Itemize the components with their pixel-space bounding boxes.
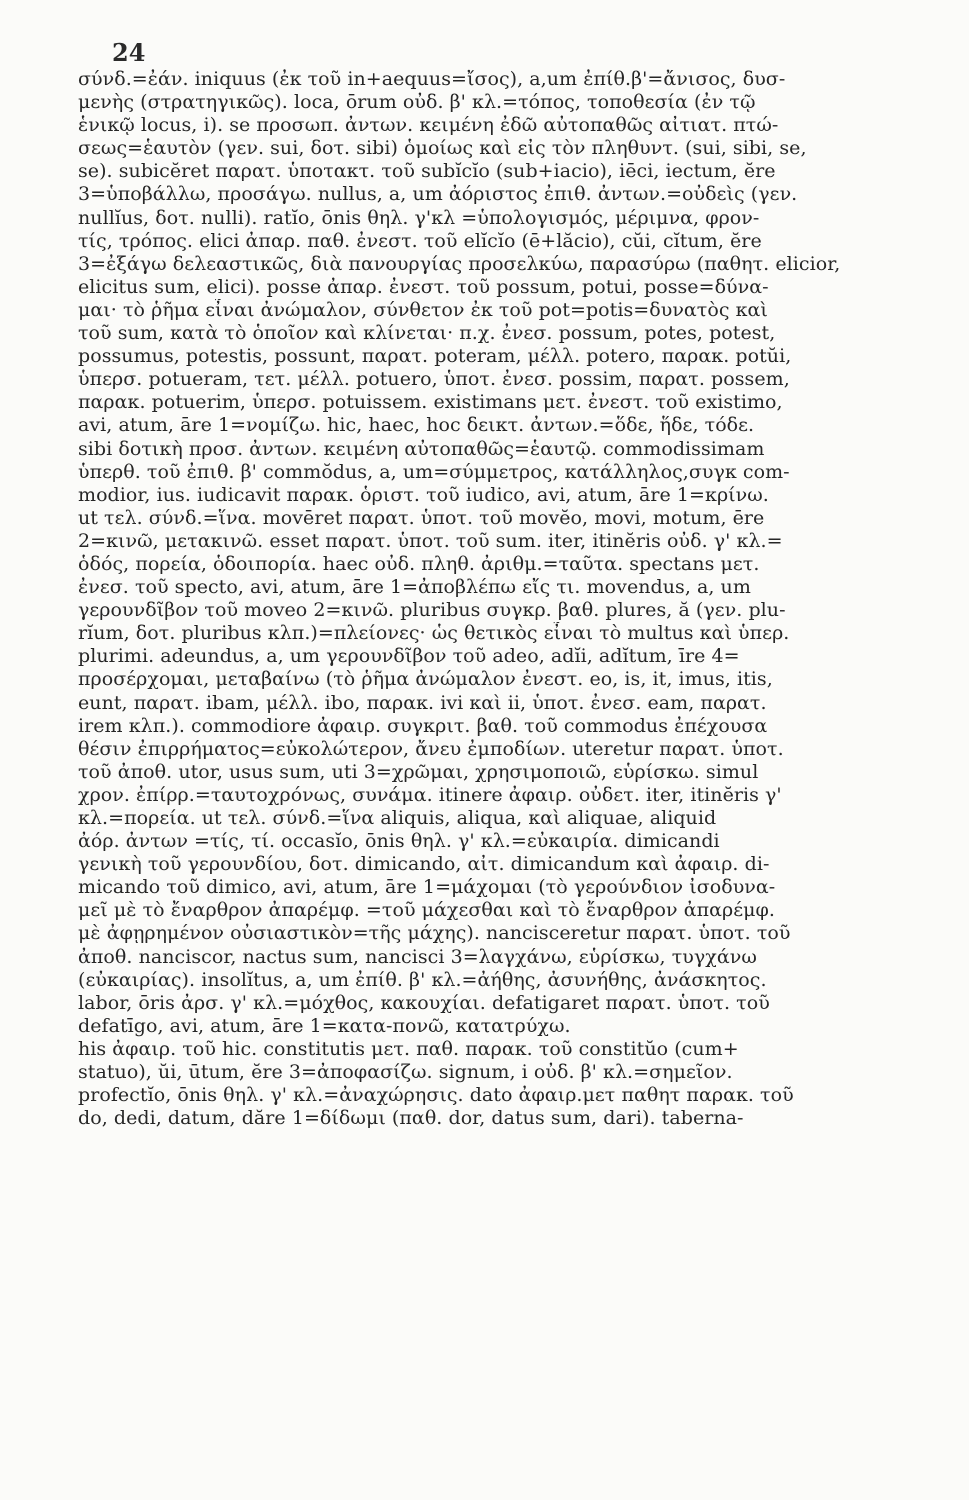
text-line: κλ.=πορεία. ut τελ. σύνδ.=ἵνα aliquis, aliqua, καὶ aliquae, aliquid [78, 807, 717, 829]
text-line: micando τοῦ dimico, avi, atum, āre 1=μάχομαι (τὸ γερούνδιον ἰσοδυνα- [78, 876, 776, 899]
text-line: χρον. ἐπίρρ.=ταυτοχρόνως, συνάμα. itinere ἀφαιρ. οὐδετ. iter, itinĕris γ' [78, 783, 782, 806]
text-line: ἀόρ. ἀντων =τίς, τί. occasĭo, ōnis θηλ. γ' κλ.=εὐκαιρία. dimicandi [78, 830, 720, 853]
text-line: irem κλπ.). commodiore ἀφαιρ. συγκριτ. βαθ. τοῦ commodus ἐπέχουσα [78, 714, 768, 737]
text-line: ὑπερθ. τοῦ ἐπιθ. β' commŏdus, a, um=σύμμετρος, κατάλληλος,συγκ com- [78, 460, 790, 483]
text-line: (εὐκαιρίας). insolĭtus, a, um ἐπίθ. β' κλ.=ἀήθης, ἀσυνήθης, ἀνάσκητος. [78, 968, 767, 991]
text-line: τοῦ ἀποθ. utor, usus sum, uti 3=χρῶμαι, χρησιμοποιῶ, εὑρίσκω. simul [78, 760, 759, 783]
text-line: μαι· τὸ ῥῆμα εἶναι ἀνώμαλον, σύνθετον ἐκ τοῦ pot=potis=δυνατὸς καὶ [78, 298, 768, 321]
text-line: γερουνδῖβον τοῦ moveo 2=κινῶ. pluribus συγκρ. βαθ. plures, ă (γεν. plu- [78, 599, 786, 622]
text-line: elicitus sum, elici). posse ἀπαρ. ἐνεστ. τοῦ possum, potui, posse=δύνα- [78, 275, 769, 298]
text-line: ἐνεσ. τοῦ specto, avi, atum, āre 1=ἀποβλέπω εἴς τι. movendus, a, um [78, 576, 751, 599]
text-line: statuo), ŭi, ūtum, ĕre 3=ἀποφασίζω. signum, i οὐδ. β' κλ.=σημεῖον. [78, 1061, 733, 1084]
text-line: τοῦ sum, κατὰ τὸ ὁποῖον καὶ κλίνεται· π.χ. ἐνεσ. possum, potes, potest, [78, 322, 776, 345]
text-line: do, dedi, datum, dăre 1=δίδωμι (παθ. dor, datus sum, dari). taberna- [78, 1107, 744, 1130]
text-line: rĭum, δοτ. pluribus κλπ.)=πλείονες· ὡς θετικὸς εἶναι τὸ multus καὶ ὑπερ. [78, 622, 790, 645]
text-line: defatīgo, avi, atum, āre 1=κατα-πονῶ, κατατρύχω. [78, 1014, 571, 1037]
text-line: ut τελ. σύνδ.=ἵνα. movēret παρατ. ὑποτ. τοῦ movĕo, movi, motum, ēre [78, 506, 765, 529]
text-line: possumus, potestis, possunt, παρατ. poteram, μέλλ. potero, παρακ. potŭi, [78, 345, 792, 368]
text-line: plurimi. adeundus, a, um γερουνδῖβον τοῦ adeo, adĭi, adĭtum, īre 4= [78, 645, 740, 668]
text-line: profectĭo, ōnis θηλ. γ' κλ.=ἀναχώρησις. dato ἀφαιρ.μετ παθητ παρακ. τοῦ [78, 1084, 794, 1107]
text-line: eunt, παρατ. ibam, μέλλ. ibo, παρακ. ivi καὶ ii, ὑποτ. ἐνεσ. eam, παρατ. [78, 691, 767, 714]
text-line: μενὴς (στρατηγικῶς). loca, ōrum οὐδ. β' κλ.=τόπος, τοποθεσία (ἐν τῷ [78, 91, 756, 114]
text-line: 3=ἐξάγω δελεαστικῶς, διὰ πανουργίας προσελκύω, παρασύρω (παθητ. elicior, [78, 252, 841, 275]
text-line: γενικὴ τοῦ γερουνδίου, δοτ. dimicando, αἰτ. dimicandum καὶ ἀφαιρ. di- [78, 853, 770, 876]
text-line: θέσιν ἐπιρρήματος=εὐκολώτερον, ἄνευ ἐμποδίων. uteretur παρατ. ὑποτ. [78, 737, 784, 760]
text-line: μεῖ μὲ τὸ ἔναρθρον ἀπαρέμφ. =τοῦ μάχεσθαι καὶ τὸ ἔναρθρον ἀπαρέμφ. [78, 899, 775, 922]
text-line: προσέρχομαι, μεταβαίνω (τὸ ῥῆμα ἀνώμαλον ἐνεστ. eo, is, it, imus, itis, [78, 668, 773, 691]
text-line: ὑπερσ. potueram, τετ. μέλλ. potuero, ὑποτ. ἐνεσ. possim, παρατ. possem, [78, 368, 790, 391]
text-line: se). subicĕret παρατ. ὑποτακτ. τοῦ subĭcĭo (sub+iacio), iēci, iectum, ĕre [78, 160, 776, 183]
text-line: ἀποθ. nanciscor, nactus sum, nancisci 3=λαγχάνω, εὑρίσκω, τυγχάνω [78, 945, 757, 968]
text-line: 3=ὑποβάλλω, προσάγω. nullus, a, um ἀόριστος ἐπιθ. ἀντων.=οὐδεὶς (γεν. [78, 183, 798, 206]
text-line: labor, ōris ἀρσ. γ' κλ.=μόχθος, κακουχίαι. defatigaret παρατ. ὑποτ. τοῦ [78, 991, 770, 1014]
text-line: ἑνικῷ locus, i). se προσωπ. ἀντων. κειμένη ἐδῶ αὐτοπαθῶς αἰτιατ. πτώ- [78, 114, 779, 137]
text-line: modior, ius. iudicavit παρακ. ὁριστ. τοῦ iudico, avi, atum, āre 1=κρίνω. [78, 483, 769, 506]
text-line: avi, atum, āre 1=νομίζω. hic, haec, hoc δεικτ. ἀντων.=ὅδε, ἥδε, τόδε. [78, 414, 755, 437]
text-line: μὲ ἀφῃρημένον οὐσιαστικὸν=τῆς μάχης). nancisceretur παρατ. ὑποτ. τοῦ [78, 922, 791, 945]
text-line: 2=κινῶ, μετακινῶ. esset παρατ. ὑποτ. τοῦ sum. iter, itinĕris οὐδ. γ' κλ.= [78, 529, 783, 552]
text-line: his ἀφαιρ. τοῦ hic. constitutis μετ. παθ. παρακ. τοῦ constitŭo (cum+ [78, 1037, 739, 1060]
text-line: παρακ. potuerim, ὑπερσ. potuissem. existimans μετ. ἐνεστ. τοῦ existimo, [78, 391, 783, 414]
text-line: sibi δοτικὴ προσ. ἀντων. κειμένη αὐτοπαθῶς=ἑαυτῷ. commodissimam [78, 437, 765, 460]
page-text [78, 68, 964, 1130]
text-line: σύνδ.=ἐάν. iniquus (ἐκ τοῦ in+aequus=ἴσος), a,um ἐπίθ.β'=ἄνισος, δυσ- [78, 68, 786, 90]
page-number: 24 [112, 38, 146, 67]
text-line: σεως=ἑαυτὸν (γεν. sui, δοτ. sibi) ὁμοίως καὶ εἰς τὸν πληθυντ. (sui, sibi, se, [78, 137, 807, 160]
text-line: nullĭus, δοτ. nulli). ratĭo, ōnis θηλ. γ'κλ =ὑπολογισμός, μέριμνα, φρον- [78, 206, 760, 229]
text-line: ὁδός, πορεία, ὁδοιπορία. haec οὐδ. πληθ. ἀριθμ.=ταῦτα. spectans μετ. [78, 552, 760, 575]
text-line: τίς, τρόπος. elici ἀπαρ. παθ. ἐνεστ. τοῦ elĭcĭo (ē+lăcio), cŭi, cĭtum, ĕre [78, 229, 762, 252]
